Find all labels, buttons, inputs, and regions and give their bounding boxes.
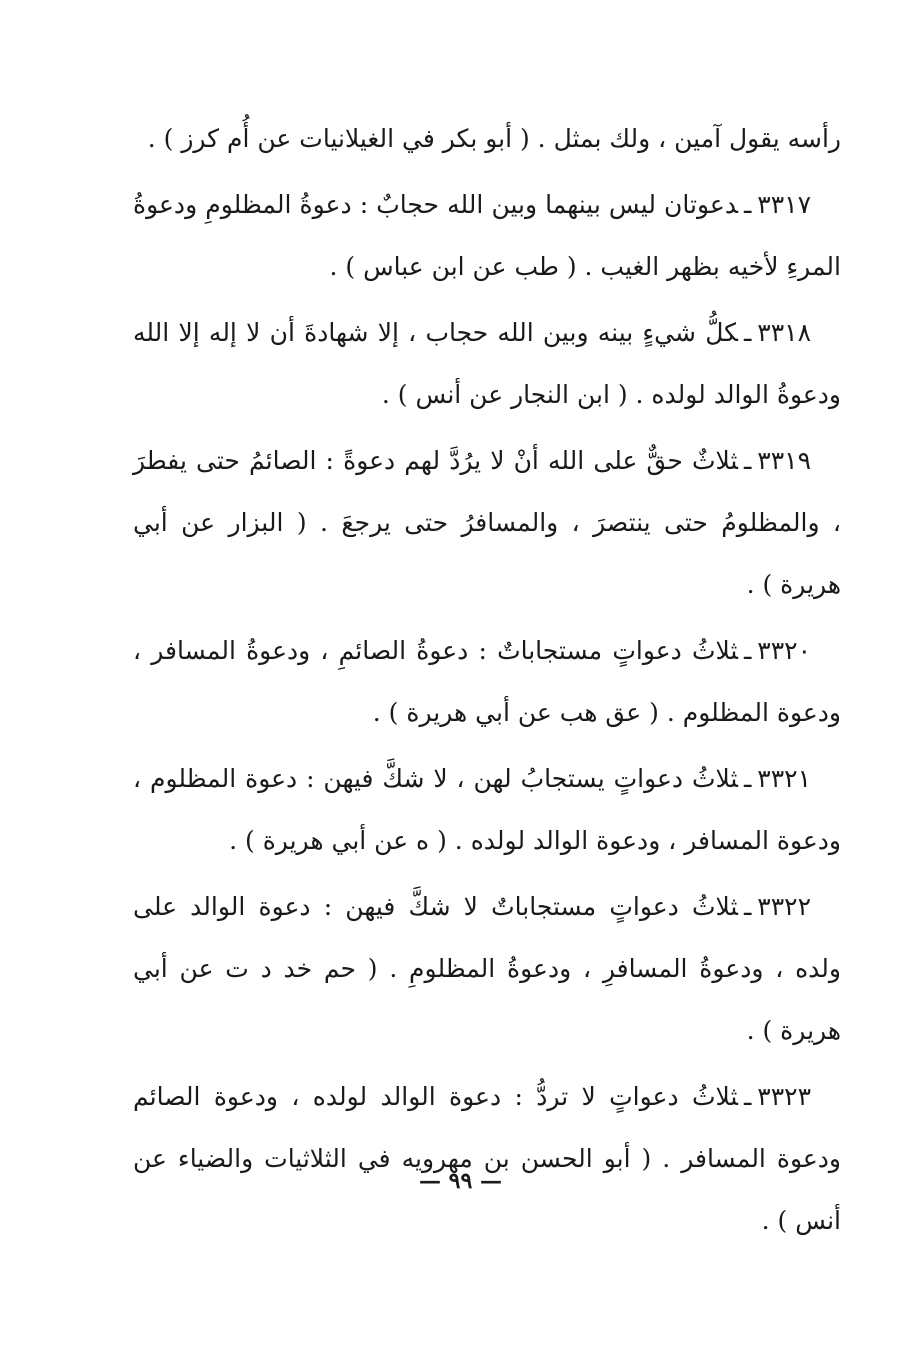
hadith-dash: ـ [743, 636, 752, 665]
hadith-dash: ـ [743, 1082, 752, 1111]
hadith-text: كلُّ شيءٍ بينه وبين الله حجاب ، إلا شهادةَ أن لا إله إلا الله ودعوةُ الوالد لولده . ( ابن النجار عن أنس ) . [133, 318, 841, 409]
hadith-text: ثلاثٌ حقٌّ على الله أنْ لا يرُدَّ لهم دعوةً : الصائمُ حتى يفطرَ ، والمظلومُ حتى ينتصرَ ، والمسافرُ حتى يرجعَ . ( البزار عن أبي هريرة ) . [133, 446, 841, 599]
hadith-paragraph [133, 302, 841, 426]
hadith-paragraph [133, 430, 841, 616]
hadith-paragraph [133, 876, 841, 1062]
hadith-number: ٣٣١٩ [757, 446, 811, 475]
hadith-text: ثلاثُ دعواتٍ مستجاباتٌ لا شكَّ فيهن : دعوة الوالد على ولده ، ودعوةُ المسافرِ ، ودعوةُ المظلومِ . ( حم خد د ت عن أبي هريرة ) . [133, 892, 841, 1045]
hadith-number: ٣٣٢٢ [757, 892, 811, 921]
hadith-dash: ـ [743, 318, 752, 347]
hadith-paragraph [133, 1066, 841, 1252]
page-number: — ٩٩ — [419, 1168, 502, 1194]
hadith-paragraph [133, 748, 841, 872]
hadith-dash: ـ [743, 446, 752, 475]
hadith-paragraph [133, 620, 841, 744]
body-text [133, 108, 841, 1256]
hadith-text: دعوتان ليس بينهما وبين الله حجابٌ : دعوةُ المظلومِ ودعوةُ المرءِ لأخيه بظهر الغيب . ( طب عن ابن عباس ) . [133, 190, 841, 281]
hadith-paragraph [133, 174, 841, 298]
hadith-text: ثلاثُ دعواتٍ يستجابُ لهن ، لا شكَّ فيهن : دعوة المظلوم ، ودعوة المسافر ، ودعوة الوالد لولده . ( ه عن أبي هريرة ) . [133, 764, 841, 855]
hadith-number: ٣٣١٧ [757, 190, 811, 219]
hadith-text: ثلاثُ دعواتٍ لا تردُّ : دعوة الوالد لولده ، ودعوة الصائم ودعوة المسافر . ( أبو الحسن بن مهرويه في الثلاثيات والضياء عن أنس ) . [133, 1082, 841, 1235]
hadith-number: ٣٣٢١ [757, 764, 811, 793]
hadith-text: ثلاثُ دعواتٍ مستجاباتٌ : دعوةُ الصائمِ ، ودعوةُ المسافر ، ودعوة المظلوم . ( عق هب عن أبي هريرة ) . [133, 636, 841, 727]
hadith-dash: ـ [743, 764, 752, 793]
hadith-dash: ـ [743, 892, 752, 921]
continuation-paragraph: رأسه يقول آمين ، ولك بمثل . ( أبو بكر في الغيلانيات عن أُم كرز ) . [147, 124, 841, 153]
hadith-number: ٣٣٢٣ [757, 1082, 811, 1111]
hadith-number: ٣٣١٨ [757, 318, 811, 347]
hadith-dash: ـ [743, 190, 752, 219]
hadith-number: ٣٣٢٠ [757, 636, 811, 665]
